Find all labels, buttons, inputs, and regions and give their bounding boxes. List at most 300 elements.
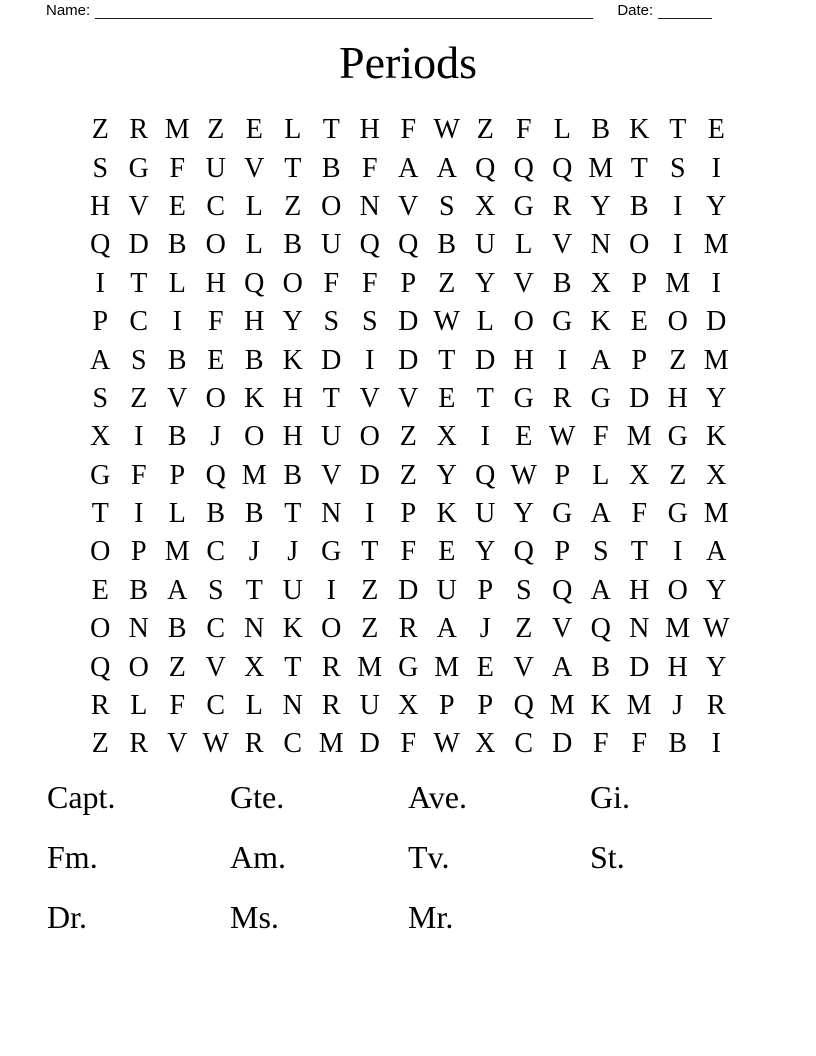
grid-letter: Z: [399, 459, 417, 491]
grid-letter: Y: [706, 651, 727, 683]
grid-letter: M: [588, 152, 614, 184]
grid-letter: E: [438, 536, 456, 568]
grid-letter: S: [323, 306, 340, 338]
grid-letter: E: [207, 344, 225, 376]
grid-letter: S: [592, 536, 609, 568]
grid-letter: B: [629, 190, 649, 222]
grid-letter: U: [321, 229, 342, 261]
grid-letter: S: [92, 382, 109, 414]
grid-letter: M: [164, 114, 190, 146]
grid-letter: Q: [90, 229, 111, 261]
grid-letter: T: [322, 114, 340, 146]
grid-letter: F: [361, 152, 378, 184]
grid-letter: B: [283, 229, 303, 261]
date-blank-line: [658, 3, 712, 19]
grid-letter: Z: [515, 613, 533, 645]
grid-letter: L: [515, 229, 533, 261]
grid-letter: P: [631, 267, 648, 299]
grid-letter: X: [436, 421, 457, 453]
word-list: [47, 781, 777, 961]
grid-letter: Y: [706, 190, 727, 222]
grid-letter: G: [321, 536, 342, 568]
grid-letter: I: [134, 421, 144, 453]
grid-letter: L: [592, 459, 610, 491]
grid-letter: D: [629, 651, 650, 683]
grid-letter: I: [557, 344, 567, 376]
grid-letter: Y: [436, 459, 457, 491]
word-list-item: Mr.: [408, 899, 454, 935]
grid-letter: P: [130, 536, 147, 568]
grid-letter: U: [321, 421, 342, 453]
grid-letter: L: [168, 498, 186, 530]
grid-letter: G: [552, 498, 573, 530]
grid-letter: B: [167, 421, 187, 453]
grid-letter: F: [400, 536, 417, 568]
grid-letter: I: [365, 498, 375, 530]
grid-letter: P: [554, 459, 571, 491]
grid-letter: R: [129, 114, 149, 146]
grid-letter: M: [703, 344, 729, 376]
grid-letter: H: [244, 306, 265, 338]
grid-letter: V: [552, 613, 573, 645]
grid-letter: F: [631, 728, 648, 760]
grid-letter: H: [282, 382, 303, 414]
grid-letter: Q: [513, 536, 534, 568]
grid-letter: M: [549, 690, 575, 722]
word-list-item: Gi.: [590, 779, 630, 815]
grid-letter: N: [590, 229, 611, 261]
grid-letter: B: [437, 229, 457, 261]
grid-letter: C: [206, 190, 226, 222]
grid-letter: I: [365, 344, 375, 376]
grid-letter: F: [592, 728, 609, 760]
grid-letter: V: [398, 190, 419, 222]
grid-letter: D: [706, 306, 727, 338]
grid-letter: B: [167, 229, 187, 261]
grid-letter: H: [205, 267, 226, 299]
grid-letter: F: [631, 498, 648, 530]
grid-letter: N: [321, 498, 342, 530]
grid-letter: H: [90, 190, 111, 222]
grid-letter: M: [626, 421, 652, 453]
word-list-item: St.: [590, 839, 625, 875]
grid-letter: F: [207, 306, 224, 338]
grid-letter: F: [400, 114, 417, 146]
grid-letter: A: [436, 152, 457, 184]
grid-letter: A: [552, 651, 573, 683]
grid-letter: L: [245, 690, 263, 722]
grid-letter: E: [168, 190, 186, 222]
grid-letter: I: [673, 536, 683, 568]
grid-letter: E: [707, 114, 725, 146]
grid-letter: A: [590, 574, 611, 606]
grid-letter: X: [629, 459, 650, 491]
grid-letter: X: [398, 690, 419, 722]
name-label: Name:: [46, 2, 91, 19]
grid-letter: H: [513, 344, 534, 376]
grid-letter: H: [359, 114, 380, 146]
grid-letter: V: [398, 382, 419, 414]
grid-letter: G: [667, 498, 688, 530]
grid-letter: C: [514, 728, 534, 760]
grid-letter: Q: [359, 229, 380, 261]
grid-letter: P: [554, 536, 571, 568]
grid-letter: B: [244, 498, 264, 530]
grid-letter: L: [245, 229, 263, 261]
grid-letter: N: [359, 190, 380, 222]
grid-letter: H: [282, 421, 303, 453]
grid-letter: S: [207, 574, 224, 606]
grid-letter: Y: [706, 382, 727, 414]
grid-letter: W: [510, 459, 537, 491]
grid-letter: M: [164, 536, 190, 568]
grid-letter: S: [438, 190, 455, 222]
grid-letter: D: [629, 382, 650, 414]
grid-letter: T: [284, 152, 302, 184]
grid-letter: T: [245, 574, 263, 606]
grid-letter: R: [321, 651, 341, 683]
grid-letter: O: [282, 267, 303, 299]
name-blank-line: [95, 3, 593, 19]
grid-letter: O: [128, 651, 149, 683]
grid-letter: Z: [438, 267, 456, 299]
grid-letter: V: [552, 229, 573, 261]
grid-letter: A: [167, 574, 188, 606]
grid-letter: R: [706, 690, 726, 722]
grid-letter: R: [129, 728, 149, 760]
grid-letter: W: [549, 421, 576, 453]
grid-letter: E: [630, 306, 648, 338]
grid-letter: D: [359, 728, 380, 760]
grid-letter: R: [398, 613, 418, 645]
grid-letter: X: [475, 190, 496, 222]
word-list-item: Dr.: [47, 899, 87, 935]
grid-letter: Q: [205, 459, 226, 491]
grid-letter: G: [398, 651, 419, 683]
grid-letter: F: [400, 728, 417, 760]
grid-letter: Q: [475, 459, 496, 491]
grid-letter: T: [476, 382, 494, 414]
grid-letter: O: [667, 306, 688, 338]
grid-letter: J: [287, 536, 299, 568]
grid-letter: N: [128, 613, 149, 645]
grid-letter: M: [241, 459, 267, 491]
grid-letter: T: [669, 114, 687, 146]
grid-letter: O: [321, 613, 342, 645]
grid-letter: S: [361, 306, 378, 338]
grid-letter: W: [433, 306, 460, 338]
grid-letter: Z: [669, 459, 687, 491]
grid-letter: F: [323, 267, 340, 299]
grid-letter: Q: [590, 613, 611, 645]
grid-letter: P: [92, 306, 109, 338]
grid-letter: B: [591, 651, 611, 683]
grid-letter: F: [592, 421, 609, 453]
grid-letter: U: [475, 229, 496, 261]
grid-letter: T: [630, 536, 648, 568]
grid-letter: Z: [361, 613, 379, 645]
grid-letter: Q: [552, 574, 573, 606]
grid-letter: D: [359, 459, 380, 491]
grid-letter: P: [477, 574, 494, 606]
grid-letter: F: [169, 690, 186, 722]
grid-letter: C: [129, 306, 149, 338]
grid-letter: R: [552, 382, 572, 414]
grid-letter: Z: [91, 114, 109, 146]
grid-letter: I: [673, 229, 683, 261]
grid-letter: G: [590, 382, 611, 414]
grid-letter: T: [322, 382, 340, 414]
grid-letter: I: [172, 306, 182, 338]
grid-letter: R: [321, 690, 341, 722]
grid-letter: I: [711, 728, 721, 760]
grid-letter: Z: [168, 651, 186, 683]
grid-letter: E: [515, 421, 533, 453]
grid-letter: O: [205, 229, 226, 261]
grid-letter: O: [359, 421, 380, 453]
grid-letter: P: [400, 498, 417, 530]
date-label: Date:: [617, 2, 654, 19]
grid-letter: D: [398, 574, 419, 606]
grid-letter: A: [590, 344, 611, 376]
grid-letter: V: [167, 728, 188, 760]
grid-letter: Q: [90, 651, 111, 683]
grid-letter: B: [321, 152, 341, 184]
grid-letter: K: [629, 114, 650, 146]
grid-letter: V: [359, 382, 380, 414]
grid-letter: Y: [475, 267, 496, 299]
grid-letter: Y: [706, 574, 727, 606]
grid-letter: Z: [284, 190, 302, 222]
grid-letter: H: [667, 651, 688, 683]
grid-letter: W: [433, 114, 460, 146]
grid-letter: X: [706, 459, 727, 491]
grid-letter: I: [480, 421, 490, 453]
grid-letter: X: [244, 651, 265, 683]
grid-letter: J: [248, 536, 260, 568]
grid-letter: M: [626, 690, 652, 722]
grid-letter: M: [665, 267, 691, 299]
word-list-item: Capt.: [47, 779, 116, 815]
grid-letter: O: [321, 190, 342, 222]
grid-letter: K: [590, 306, 611, 338]
grid-letter: V: [513, 651, 534, 683]
grid-letter: A: [590, 498, 611, 530]
grid-letter: U: [436, 574, 457, 606]
grid-letter: P: [631, 344, 648, 376]
grid-letter: O: [205, 382, 226, 414]
grid-letter: E: [91, 574, 109, 606]
grid-letter: I: [711, 152, 721, 184]
grid-letter: Z: [361, 574, 379, 606]
grid-letter: H: [667, 382, 688, 414]
grid-letter: A: [90, 344, 111, 376]
grid-letter: I: [95, 267, 105, 299]
grid-letter: T: [284, 651, 302, 683]
page-title: Periods: [339, 37, 477, 88]
grid-letter: K: [436, 498, 457, 530]
grid-letter: B: [591, 114, 611, 146]
grid-letter: D: [398, 306, 419, 338]
grid-letter: V: [513, 267, 534, 299]
grid-letter: P: [400, 267, 417, 299]
grid-letter: Y: [475, 536, 496, 568]
grid-letter: M: [357, 651, 383, 683]
grid-letter: I: [134, 498, 144, 530]
grid-letter: R: [90, 690, 110, 722]
grid-letter: Q: [513, 152, 534, 184]
grid-letter: V: [244, 152, 265, 184]
grid-letter: B: [283, 459, 303, 491]
grid-letter: G: [667, 421, 688, 453]
grid-letter: M: [434, 651, 460, 683]
grid-letter: I: [326, 574, 336, 606]
grid-letter: L: [168, 267, 186, 299]
grid-letter: E: [438, 382, 456, 414]
grid-letter: N: [282, 690, 303, 722]
grid-letter: S: [515, 574, 532, 606]
grid-letter: M: [703, 229, 729, 261]
grid-letter: O: [244, 421, 265, 453]
grid-letter: D: [128, 229, 149, 261]
grid-letter: V: [205, 651, 226, 683]
grid-letter: P: [169, 459, 186, 491]
grid-letter: Z: [399, 421, 417, 453]
grid-letter: Q: [398, 229, 419, 261]
grid-letter: A: [436, 613, 457, 645]
grid-letter: K: [590, 690, 611, 722]
grid-letter: F: [515, 114, 532, 146]
grid-letter: Q: [244, 267, 265, 299]
grid-letter: P: [477, 690, 494, 722]
grid-letter: Z: [91, 728, 109, 760]
word-list-item: Am.: [230, 839, 286, 875]
grid-letter: E: [476, 651, 494, 683]
grid-letter: S: [669, 152, 686, 184]
grid-letter: Z: [130, 382, 148, 414]
grid-letter: L: [130, 690, 148, 722]
grid-letter: O: [90, 613, 111, 645]
grid-letter: J: [479, 613, 491, 645]
grid-letter: C: [206, 536, 226, 568]
grid-letter: F: [361, 267, 378, 299]
grid-letter: G: [552, 306, 573, 338]
grid-letter: J: [672, 690, 684, 722]
grid-letter: V: [167, 382, 188, 414]
grid-letter: G: [90, 459, 111, 491]
grid-letter: Y: [513, 498, 534, 530]
word-list-item: Ms.: [230, 899, 279, 935]
grid-letter: N: [629, 613, 650, 645]
grid-letter: T: [361, 536, 379, 568]
grid-letter: V: [128, 190, 149, 222]
grid-letter: D: [475, 344, 496, 376]
grid-letter: J: [210, 421, 222, 453]
grid-letter: N: [244, 613, 265, 645]
grid-letter: B: [167, 613, 187, 645]
grid-letter: L: [245, 190, 263, 222]
grid-letter: I: [711, 267, 721, 299]
grid-letter: O: [90, 536, 111, 568]
grid-letter: T: [130, 267, 148, 299]
grid-letter: Z: [669, 344, 687, 376]
grid-letter: W: [703, 613, 730, 645]
grid-letter: S: [130, 344, 147, 376]
grid-letter: B: [206, 498, 226, 530]
grid-letter: B: [668, 728, 688, 760]
grid-letter: W: [433, 728, 460, 760]
grid-letter: D: [398, 344, 419, 376]
grid-letter: Z: [207, 114, 225, 146]
grid-letter: T: [91, 498, 109, 530]
word-list-item: Gte.: [230, 779, 285, 815]
grid-letter: R: [244, 728, 264, 760]
grid-letter: Q: [475, 152, 496, 184]
grid-letter: B: [129, 574, 149, 606]
grid-letter: Y: [590, 190, 611, 222]
grid-letter: A: [398, 152, 419, 184]
grid-letter: U: [282, 574, 303, 606]
grid-letter: B: [244, 344, 264, 376]
header-row: [46, 3, 712, 19]
grid-letter: G: [513, 190, 534, 222]
grid-letter: L: [284, 114, 302, 146]
grid-letter: U: [475, 498, 496, 530]
grid-letter: K: [282, 344, 303, 376]
grid-letter: R: [552, 190, 572, 222]
grid-letter: F: [169, 152, 186, 184]
grid-letter: X: [590, 267, 611, 299]
grid-letter: L: [476, 306, 494, 338]
grid-letter: O: [629, 229, 650, 261]
grid-letter: D: [552, 728, 573, 760]
grid-letter: W: [202, 728, 229, 760]
grid-letter: M: [703, 498, 729, 530]
grid-letter: P: [438, 690, 455, 722]
grid-letter: K: [282, 613, 303, 645]
word-list-item: Fm.: [47, 839, 98, 875]
grid-letter: S: [92, 152, 109, 184]
grid-letter: O: [667, 574, 688, 606]
grid-letter: H: [629, 574, 650, 606]
grid-letter: D: [321, 344, 342, 376]
grid-letter: G: [513, 382, 534, 414]
grid-letter: O: [513, 306, 534, 338]
grid-letter: Z: [476, 114, 494, 146]
grid-letter: T: [284, 498, 302, 530]
grid-letter: B: [167, 344, 187, 376]
grid-letter: X: [90, 421, 111, 453]
grid-letter: C: [283, 728, 303, 760]
grid-letter: M: [665, 613, 691, 645]
grid-letter: K: [706, 421, 727, 453]
grid-letter: U: [359, 690, 380, 722]
letter-grid: [81, 111, 736, 764]
grid-letter: E: [245, 114, 263, 146]
grid-letter: C: [206, 613, 226, 645]
word-list-item: Ave.: [408, 779, 467, 815]
grid-letter: T: [630, 152, 648, 184]
grid-letter: C: [206, 690, 226, 722]
grid-letter: A: [706, 536, 727, 568]
grid-letter: V: [321, 459, 342, 491]
grid-letter: T: [438, 344, 456, 376]
grid-letter: K: [244, 382, 265, 414]
grid-letter: G: [128, 152, 149, 184]
grid-letter: I: [673, 190, 683, 222]
grid-letter: B: [552, 267, 572, 299]
grid-letter: M: [318, 728, 344, 760]
